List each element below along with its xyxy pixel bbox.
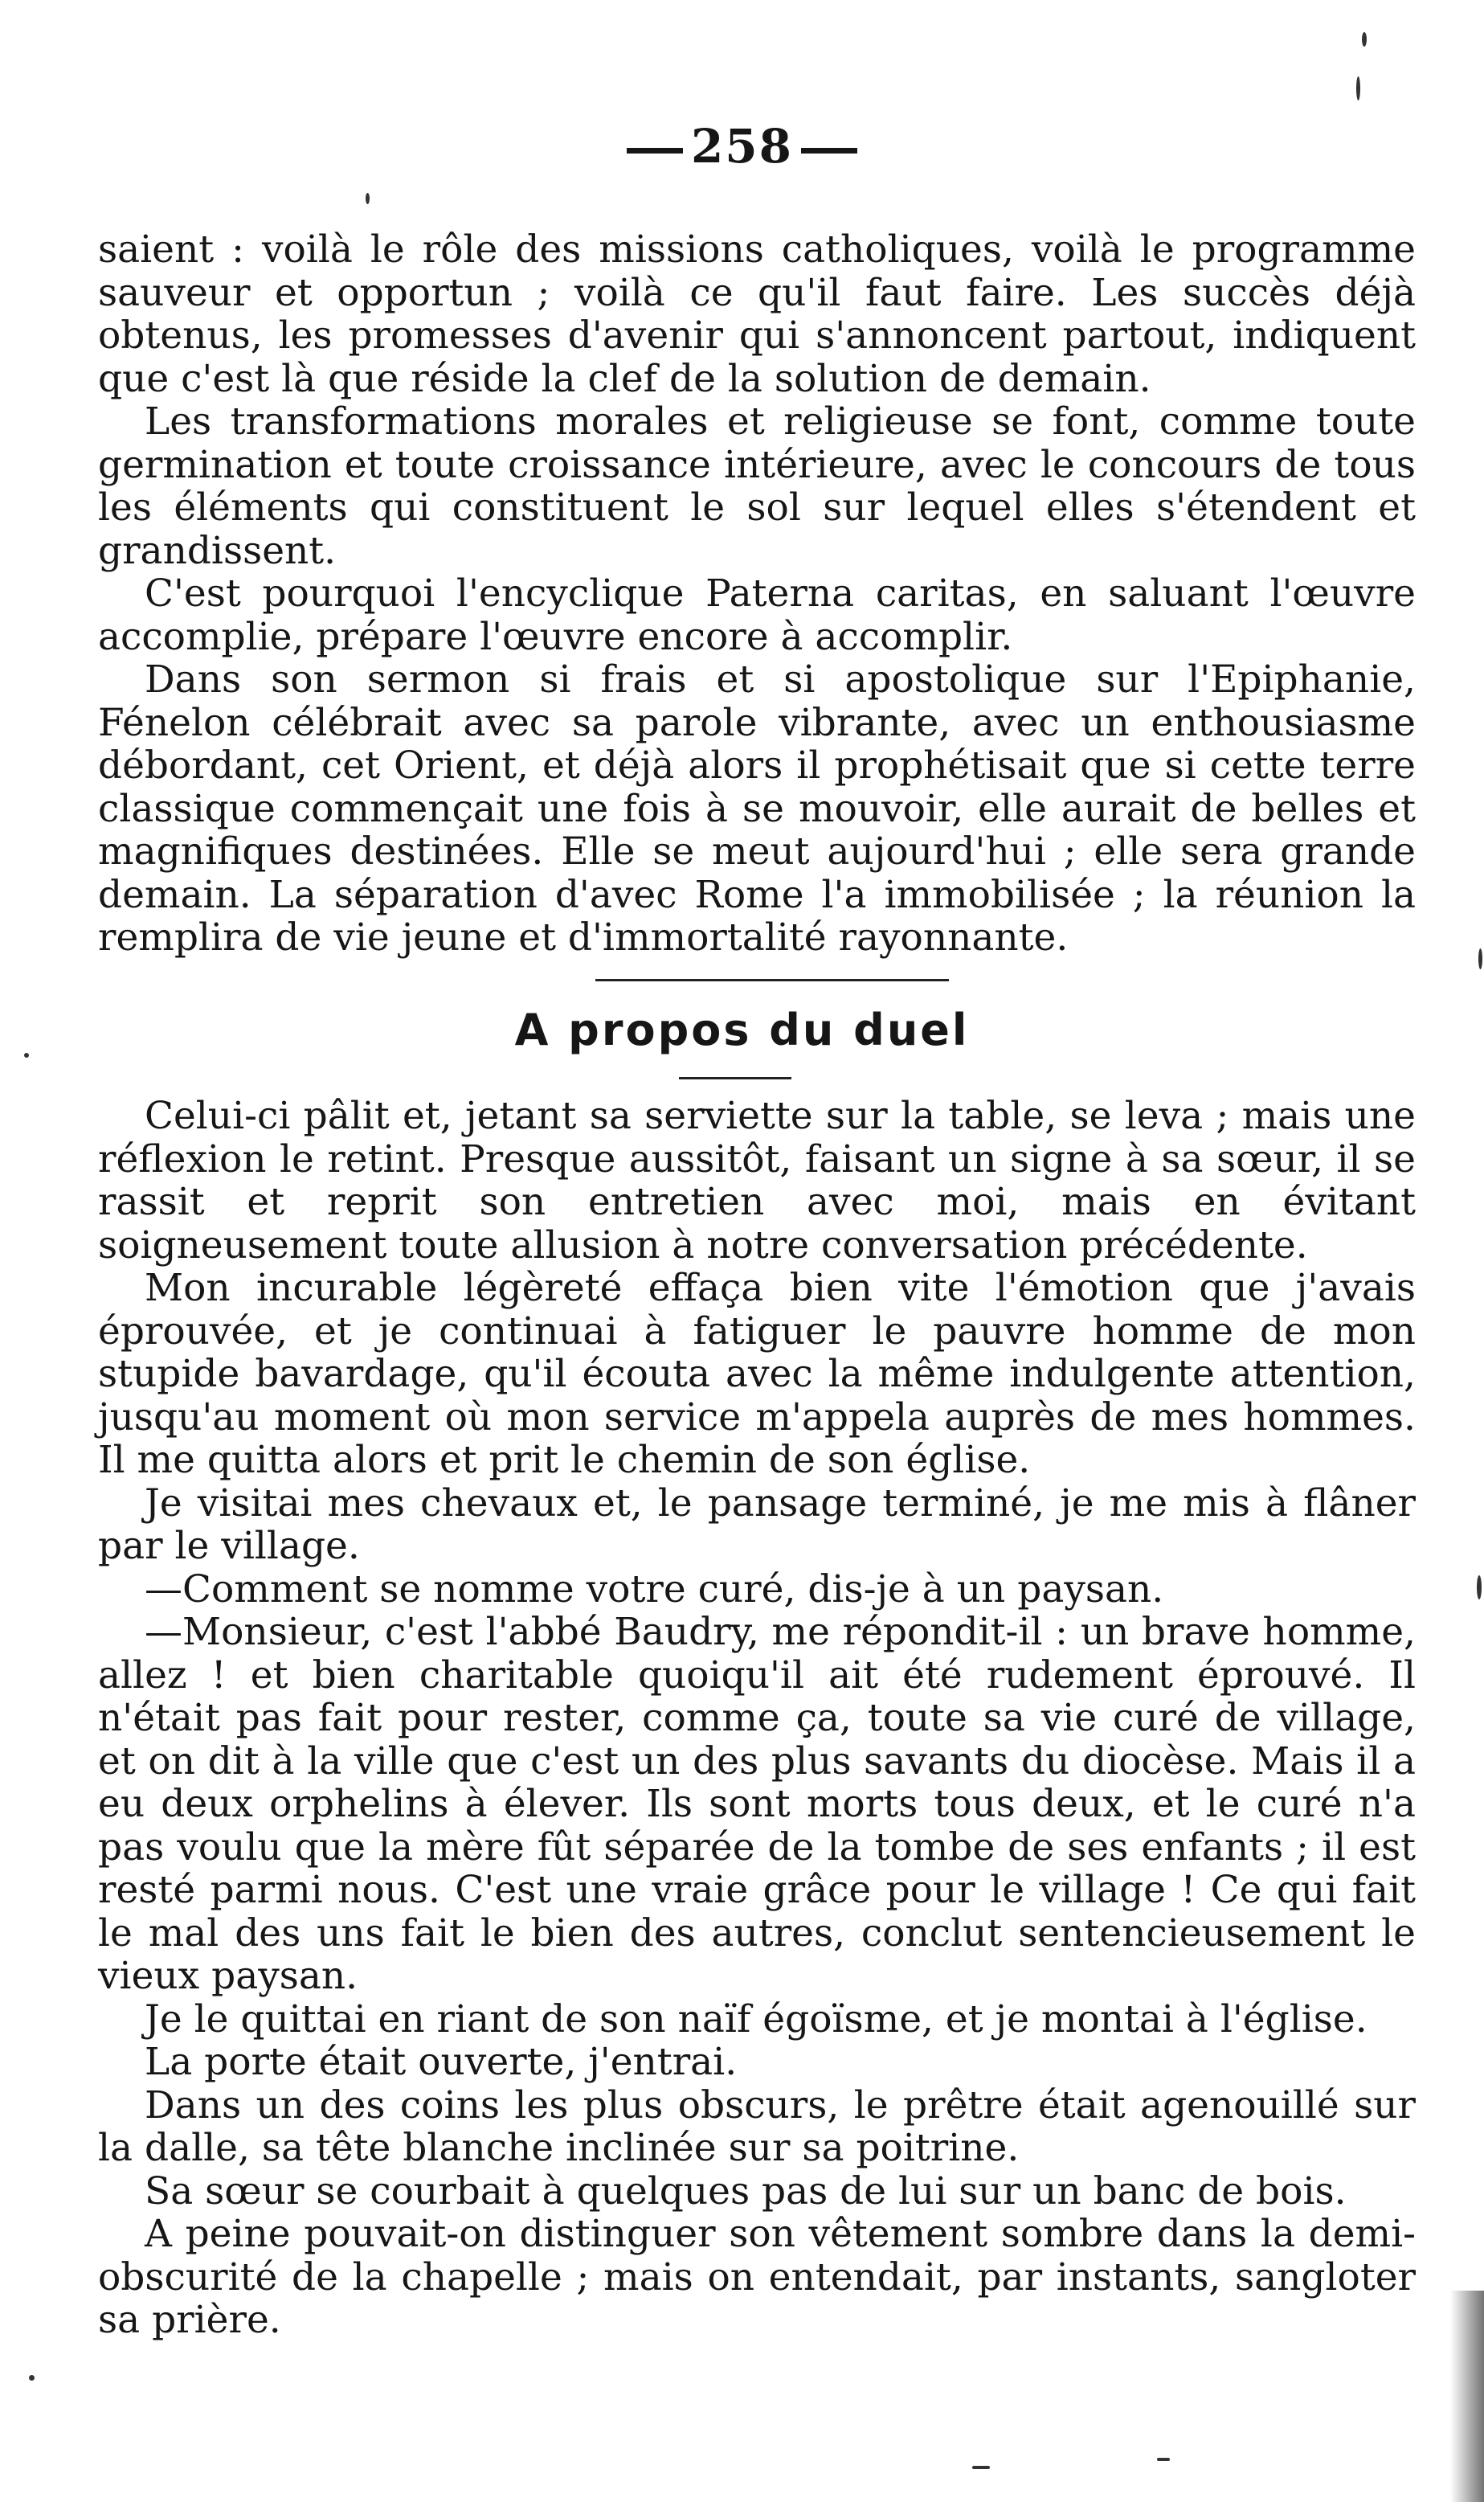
scan-speck [366, 193, 370, 204]
scan-speck [29, 2375, 35, 2381]
page-number-text: 258 [690, 119, 794, 174]
scan-speck [24, 1053, 29, 1058]
paragraph: Les transformations morales et religieuse se font, comme toute germination et toute croissance intérieure, avec le concours de tous les éléments qui constituent le sol sur lequel elles s'étendent et grandissent. [98, 399, 1416, 573]
scan-speck [1356, 76, 1360, 100]
paragraph: Dans son sermon si frais et si apostolique sur l'Epiphanie, Fénelon célébrait avec sa parole vibrante, avec un enthousiasme débordant, cet Orient, et déjà alors il prophétisait que si cette terre classique commençait une fois à se mouvoir, elle aurait de belles et magnifiques destinées. Elle se meut aujourd'hui ; elle sera grande demain. La séparation d'avec Rome l'a immobilisée ; la réunion la remplira de vie jeune et d'immortalité rayonnante. [98, 657, 1416, 960]
paragraph: —Comment se nomme votre curé, dis-je à un paysan. [145, 1566, 1164, 1611]
title-underline-rule [679, 1077, 791, 1079]
scan-speck [1157, 2458, 1170, 2461]
paragraph: saient : voilà le rôle des missions catholiques, voilà le programme sauveur et opportun ; voilà ce qu'il faut faire. Les succès déjà obtenus, les promesses d'avenir qui s'annoncent partout, indiquent que c'est là que réside la clef de la solution de demain. [98, 227, 1416, 401]
paragraph: Sa sœur se courbait à quelques pas de lui sur un banc de bois. [145, 2168, 1347, 2213]
folio-dash-right [801, 148, 857, 154]
paragraph: Je le quittai en riant de son naïf égoïsme, et je montai à l'église. [145, 1996, 1367, 2041]
scan-edge-shadow [1450, 2291, 1484, 2502]
paragraph: Je visitai mes chevaux et, le pansage terminé, je me mis à flâner par le village. [98, 1480, 1416, 1568]
scan-speck [1477, 1575, 1482, 1599]
section-1-text [98, 228, 1416, 960]
section-title: A propos du duel [514, 1005, 970, 1055]
folio-dash-left [627, 148, 683, 154]
scan-speck [972, 2466, 990, 2469]
paragraph: La porte était ouverte, j'entrai. [145, 2040, 738, 2084]
paragraph: Dans un des coins les plus obscurs, le prêtre était agenouillé sur la dalle, sa tête blanche inclinée sur sa poitrine. [98, 2082, 1416, 2170]
section-divider-rule [595, 979, 949, 981]
page-number [0, 119, 1484, 174]
section-2-text [98, 1095, 1416, 2342]
paragraph: —Monsieur, c'est l'abbé Baudry, me répondit-il : un brave homme, allez ! et bien charitable quoiqu'il ait été rudement éprouvé. Il n'était pas fait pour rester, comme ça, toute sa vie curé de village, et on dit à la ville que c'est un des plus savants du diocèse. Mais il a eu deux orphelins à élever. Ils sont morts tous deux, et le curé n'a pas voulu que la mère fût séparée de la tombe de ses enfants ; il est resté parmi nous. C'est une vraie grâce pour le village ! Ce qui fait le mal des uns fait le bien des autres, conclut sentencieusement le vieux paysan. [98, 1610, 1416, 1998]
paragraph: Mon incurable légèreté effaça bien vite l'émotion que j'avais éprouvée, et je continuai à fatiguer le pauvre homme de mon stupide bavardage, qu'il écouta avec la même indulgente attention, jusqu'au moment où mon service m'appela auprès de mes hommes. Il me quitta alors et prit le chemin de son église. [98, 1266, 1416, 1482]
scan-speck [1362, 32, 1367, 47]
scan-speck [1478, 948, 1482, 969]
paragraph: C'est pourquoi l'encyclique Paterna caritas, en saluant l'œuvre accomplie, prépare l'œuvre encore à accomplir. [98, 571, 1416, 659]
paragraph: Celui-ci pâlit et, jetant sa serviette sur la table, se leva ; mais une réflexion le retint. Presque aussitôt, faisant un signe à sa sœur, il se rassit et reprit son entretien avec moi, mais en évitant soigneusement toute allusion à notre conversation précédente. [98, 1094, 1416, 1267]
paragraph: A peine pouvait-on distinguer son vêtement sombre dans la demi-obscurité de la chapelle ; mais on entendait, par instants, sangloter sa prière. [98, 2212, 1416, 2342]
